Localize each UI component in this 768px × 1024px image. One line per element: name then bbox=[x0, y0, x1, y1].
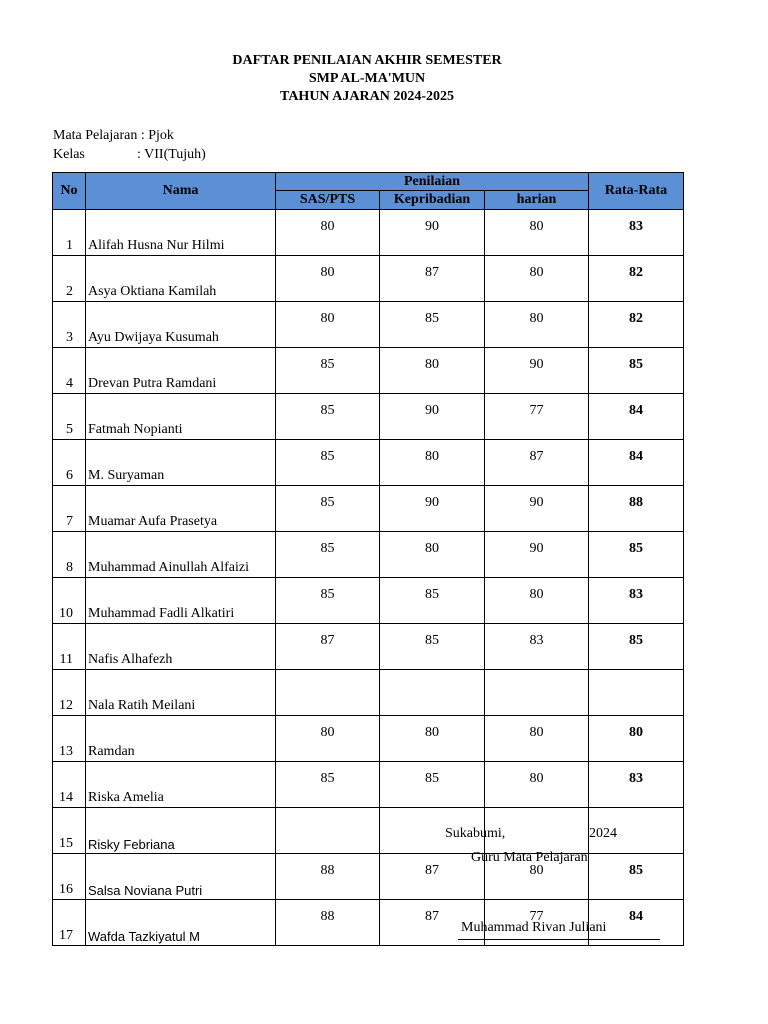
student-name: Muhammad Fadli Alkatiri bbox=[86, 578, 276, 624]
score-sas-pts: 85 bbox=[276, 394, 380, 440]
score-rata-rata: 82 bbox=[589, 256, 684, 302]
student-name: Risky Febriana bbox=[86, 808, 276, 854]
score-kepribadian: 80 bbox=[380, 716, 485, 762]
student-name: Wafda Tazkiyatul M bbox=[86, 900, 276, 946]
row-number: 8 bbox=[53, 532, 86, 578]
signature-place: Sukabumi, bbox=[445, 826, 506, 841]
row-number: 4 bbox=[53, 348, 86, 394]
class-label: Kelas bbox=[53, 147, 85, 162]
score-harian: 80 bbox=[485, 256, 589, 302]
score-harian: 90 bbox=[485, 348, 589, 394]
score-rata-rata: 83 bbox=[589, 578, 684, 624]
row-number: 15 bbox=[53, 808, 86, 854]
table-row bbox=[53, 762, 684, 808]
header-no: No bbox=[53, 173, 86, 210]
score-kepribadian: 80 bbox=[380, 532, 485, 578]
score-harian: 90 bbox=[485, 486, 589, 532]
score-harian: 77 bbox=[485, 394, 589, 440]
score-rata-rata: 85 bbox=[589, 624, 684, 670]
score-kepribadian: 85 bbox=[380, 762, 485, 808]
student-name: Nafis Alhafezh bbox=[86, 624, 276, 670]
score-sas-pts: 80 bbox=[276, 210, 380, 256]
document-meta bbox=[53, 126, 206, 164]
student-name: Nala Ratih Meilani bbox=[86, 670, 276, 716]
score-kepribadian: 87 bbox=[380, 256, 485, 302]
subject-label: Mata Pelajaran : Pjok bbox=[53, 128, 174, 143]
score-sas-pts: 88 bbox=[276, 854, 380, 900]
score-sas-pts: 80 bbox=[276, 302, 380, 348]
table-row bbox=[53, 854, 684, 900]
score-rata-rata bbox=[589, 670, 684, 716]
student-name: Asya Oktiana Kamilah bbox=[86, 256, 276, 302]
score-harian: 80 bbox=[485, 762, 589, 808]
score-rata-rata: 83 bbox=[589, 762, 684, 808]
student-name: Ayu Dwijaya Kusumah bbox=[86, 302, 276, 348]
table-row bbox=[53, 394, 684, 440]
document-title: DAFTAR PENILAIAN AKHIR SEMESTER bbox=[232, 53, 502, 68]
row-number: 2 bbox=[53, 256, 86, 302]
score-sas-pts: 87 bbox=[276, 624, 380, 670]
score-harian: 77 bbox=[485, 900, 589, 946]
row-number: 12 bbox=[53, 670, 86, 716]
student-name: Muamar Aufa Prasetya bbox=[86, 486, 276, 532]
score-sas-pts: 85 bbox=[276, 532, 380, 578]
score-rata-rata: 85 bbox=[589, 532, 684, 578]
score-kepribadian: 85 bbox=[380, 624, 485, 670]
table-row bbox=[53, 210, 684, 256]
header-rata-rata: Rata-Rata bbox=[589, 173, 684, 210]
score-kepribadian: 85 bbox=[380, 302, 485, 348]
score-rata-rata: 83 bbox=[589, 210, 684, 256]
score-sas-pts: 85 bbox=[276, 578, 380, 624]
score-rata-rata: 88 bbox=[589, 486, 684, 532]
score-kepribadian: 90 bbox=[380, 486, 485, 532]
student-name: Riska Amelia bbox=[86, 762, 276, 808]
score-sas-pts: 85 bbox=[276, 762, 380, 808]
row-number: 5 bbox=[53, 394, 86, 440]
score-rata-rata: 84 bbox=[589, 440, 684, 486]
score-kepribadian: 80 bbox=[380, 440, 485, 486]
row-number: 14 bbox=[53, 762, 86, 808]
class-value: : VII(Tujuh) bbox=[137, 147, 206, 162]
class-row bbox=[53, 145, 206, 164]
signer-name: Muhammad Rivan Juliani bbox=[461, 920, 607, 935]
academic-year: TAHUN AJARAN 2024-2025 bbox=[280, 89, 454, 104]
signature-line bbox=[458, 939, 660, 940]
student-name: Salsa Noviana Putri bbox=[86, 854, 276, 900]
score-harian: 87 bbox=[485, 440, 589, 486]
table-row bbox=[53, 256, 684, 302]
score-harian: 80 bbox=[485, 210, 589, 256]
score-sas-pts: 85 bbox=[276, 486, 380, 532]
score-kepribadian: 85 bbox=[380, 578, 485, 624]
score-sas-pts: 80 bbox=[276, 256, 380, 302]
document-header bbox=[0, 52, 734, 106]
header-nama: Nama bbox=[86, 173, 276, 210]
table-row bbox=[53, 302, 684, 348]
score-kepribadian: 87 bbox=[380, 854, 485, 900]
student-name: Fatmah Nopianti bbox=[86, 394, 276, 440]
row-number: 1 bbox=[53, 210, 86, 256]
score-harian: 90 bbox=[485, 532, 589, 578]
score-kepribadian: 90 bbox=[380, 394, 485, 440]
score-rata-rata: 85 bbox=[589, 854, 684, 900]
score-kepribadian: 90 bbox=[380, 210, 485, 256]
row-number: 7 bbox=[53, 486, 86, 532]
header-harian: harian bbox=[485, 191, 589, 210]
table-row bbox=[53, 440, 684, 486]
subject-row bbox=[53, 126, 206, 145]
header-sas-pts: SAS/PTS bbox=[276, 191, 380, 210]
row-number: 11 bbox=[53, 624, 86, 670]
student-name: Ramdan bbox=[86, 716, 276, 762]
table-row bbox=[53, 348, 684, 394]
student-name: M. Suryaman bbox=[86, 440, 276, 486]
table-row bbox=[53, 670, 684, 716]
header-kepribadian: Kepribadian bbox=[380, 191, 485, 210]
table-row bbox=[53, 578, 684, 624]
score-rata-rata: 84 bbox=[589, 900, 684, 946]
score-sas-pts: 88 bbox=[276, 900, 380, 946]
signature-role: Guru Mata Pelajaran bbox=[471, 850, 588, 865]
signature-year: 2024 bbox=[589, 826, 617, 841]
score-rata-rata: 80 bbox=[589, 716, 684, 762]
score-kepribadian bbox=[380, 670, 485, 716]
student-name: Drevan Putra Ramdani bbox=[86, 348, 276, 394]
table-row bbox=[53, 624, 684, 670]
score-kepribadian: 87 bbox=[380, 900, 485, 946]
school-name: SMP AL-MA'MUN bbox=[308, 71, 426, 86]
score-harian: 83 bbox=[485, 624, 589, 670]
row-number: 6 bbox=[53, 440, 86, 486]
score-sas-pts: 80 bbox=[276, 716, 380, 762]
score-harian: 80 bbox=[485, 302, 589, 348]
score-harian: 80 bbox=[485, 578, 589, 624]
row-number: 17 bbox=[53, 900, 86, 946]
score-sas-pts bbox=[276, 670, 380, 716]
row-number: 3 bbox=[53, 302, 86, 348]
score-rata-rata: 82 bbox=[589, 302, 684, 348]
score-sas-pts: 85 bbox=[276, 348, 380, 394]
score-harian: 80 bbox=[485, 716, 589, 762]
student-name: Alifah Husna Nur Hilmi bbox=[86, 210, 276, 256]
table-row bbox=[53, 532, 684, 578]
row-number: 16 bbox=[53, 854, 86, 900]
score-sas-pts bbox=[276, 808, 380, 854]
score-harian bbox=[485, 670, 589, 716]
row-number: 10 bbox=[53, 578, 86, 624]
score-rata-rata: 84 bbox=[589, 394, 684, 440]
score-kepribadian: 80 bbox=[380, 348, 485, 394]
score-sas-pts: 85 bbox=[276, 440, 380, 486]
score-rata-rata: 85 bbox=[589, 348, 684, 394]
row-number: 13 bbox=[53, 716, 86, 762]
score-harian: 80 bbox=[485, 854, 589, 900]
table-row bbox=[53, 486, 684, 532]
header-penilaian: Penilaian bbox=[276, 173, 589, 191]
table-row bbox=[53, 716, 684, 762]
student-name: Muhammad Ainullah Alfaizi bbox=[86, 532, 276, 578]
